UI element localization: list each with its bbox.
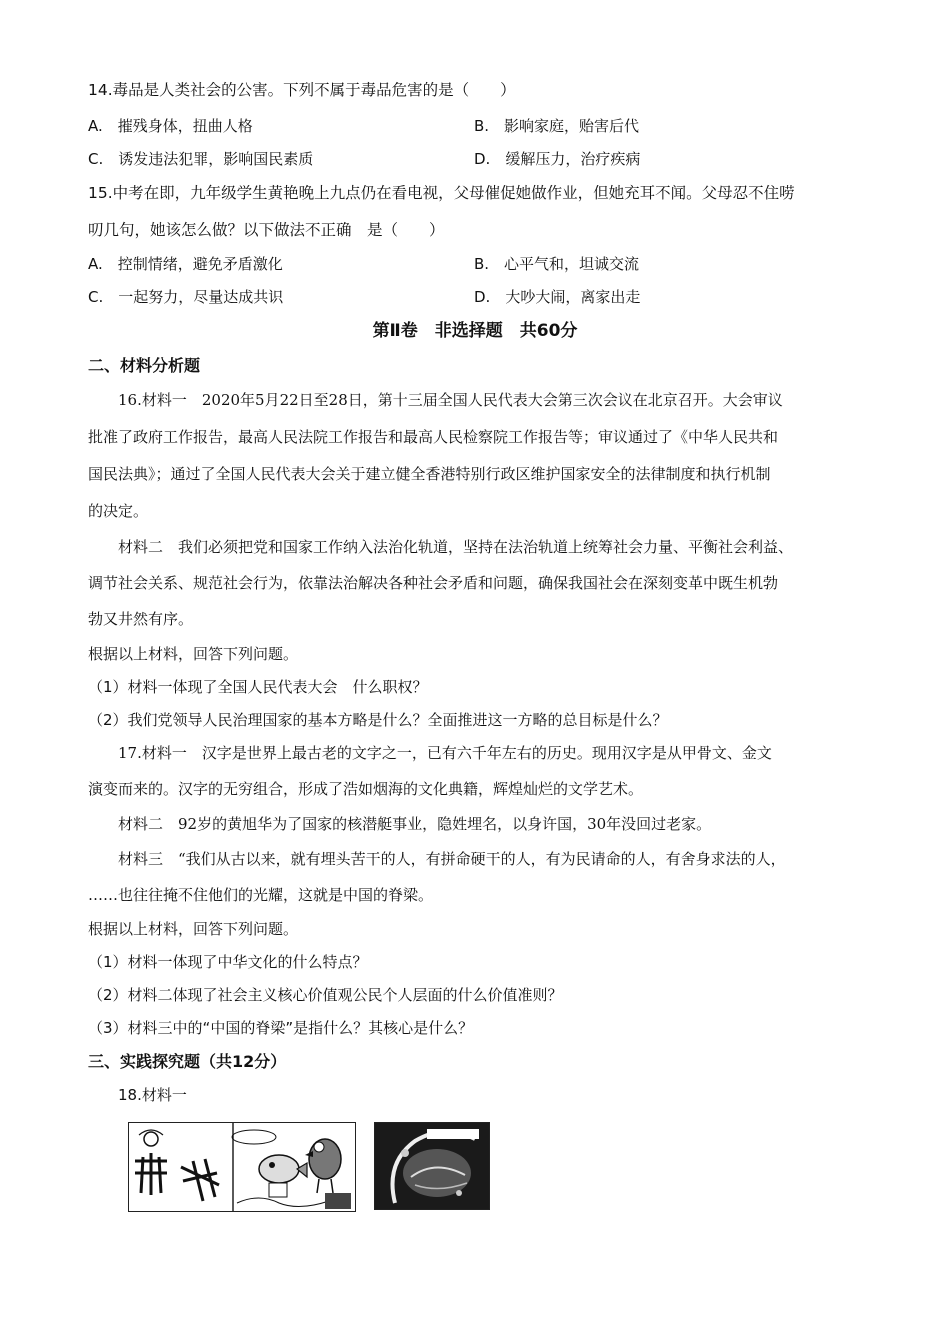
q17-material1-line1: 17.材料一 汉字是世界上最古老的文字之一，已有六千年左右的历史。现用汉字是从甲骨文、金文 [118,744,772,762]
q17-material2: 材料二 92岁的黄旭华为了国家的核潜艇事业，隐姓埋名，以身许国，30年没回过老家。 [118,815,712,833]
cartoon-drawing-left [129,1123,355,1211]
q16-material1-line1: 16.材料一 2020年5月22日至28日，第十三届全国人民代表大会第三次会议在北京召开。大会审议 [118,391,783,409]
q16-material2-line3: 勃又井然有序。 [88,610,194,628]
q17-sub2: （2）材料二体现了社会主义核心价值观公民个人层面的什么价值准则？ [88,986,563,1004]
q17-sub1: （1）材料一体现了中华文化的什么特点？ [88,953,368,971]
q14-option-d: D. 缓解压力，治疗疾病 [474,150,641,168]
q16-prompt: 根据以上材料，回答下列问题。 [88,645,299,663]
q16-sub2: （2）我们党领导人民治理国家的基本方略是什么？全面推进这一方略的总目标是什么？ [88,711,668,729]
q14-option-b: B. 影响家庭，贻害后代 [474,117,640,135]
cartoon-image-right [374,1122,490,1210]
q15-stem-line2: 叨几句，她该怎么做？以下做法不正确 是（ ） [88,221,445,239]
q15-option-a: A. 控制情绪，避免矛盾激化 [88,255,283,273]
q17-material3-line1: 材料三 “我们从古以来，就有埋头苦干的人，有拼命硬干的人，有为民请命的人，有舍身求法的人， [118,850,786,868]
q16-material1-line4: 的决定。 [88,502,149,520]
q14-stem: 14.毒品是人类社会的公害。下列不属于毒品危害的是（ ） [88,81,516,99]
q17-material3-line2: ……也往往掩不住他们的光耀，这就是中国的脊梁。 [88,886,434,904]
q16-material2-line1: 材料二 我们必须把党和国家工作纳入法治化轨道，坚持在法治轨道上统筹社会力量、平衡社会利益、 [118,538,794,556]
cartoon-drawing-right [375,1123,489,1209]
q15-option-c: C. 一起努力，尽量达成共识 [88,288,284,306]
q16-material2-line2: 调节社会关系、规范社会行为，依靠法治解决各种社会矛盾和问题，确保我国社会在深刻变革中既生机勃 [88,574,779,592]
q14-option-c: C. 诱发违法犯罪，影响国民素质 [88,150,314,168]
cartoon-image-left [128,1122,356,1212]
q15-option-d: D. 大吵大闹，离家出走 [474,288,641,306]
q16-material1-line3: 国民法典》；通过了全国人民代表大会关于建立健全香港特别行政区维护国家安全的法律制度和执行机制 [88,465,771,483]
q16-material1-line2: 批准了政府工作报告，最高人民法院工作报告和最高人民检察院工作报告等；审议通过了《中华人民共和 [88,428,779,446]
section3-heading: 三、实践探究题（共12分） [88,1052,287,1071]
q17-material1-line2: 演变而来的。汉字的无穷组合，形成了浩如烟海的文化典籍，辉煌灿烂的文学艺术。 [88,780,644,798]
q15-stem-line1: 15.中考在即，九年级学生黄艳晚上九点仍在看电视，父母催促她做作业，但她充耳不闻。父母忍不住唠 [88,184,795,202]
section2-heading: 二、材料分析题 [88,356,201,375]
part2-title: 第Ⅱ卷 非选择题 共60分 [372,321,578,341]
q17-sub3: （3）材料三中的“中国的脊梁”是指什么？其核心是什么？ [88,1019,474,1037]
q16-sub1: （1）材料一体现了全国人民代表大会 什么职权？ [88,678,428,696]
q15-option-b: B. 心平气和，坦诚交流 [474,255,640,273]
q14-option-a: A. 摧残身体，扭曲人格 [88,117,253,135]
q18-label: 18.材料一 [118,1086,187,1104]
q17-prompt: 根据以上材料，回答下列问题。 [88,920,299,938]
